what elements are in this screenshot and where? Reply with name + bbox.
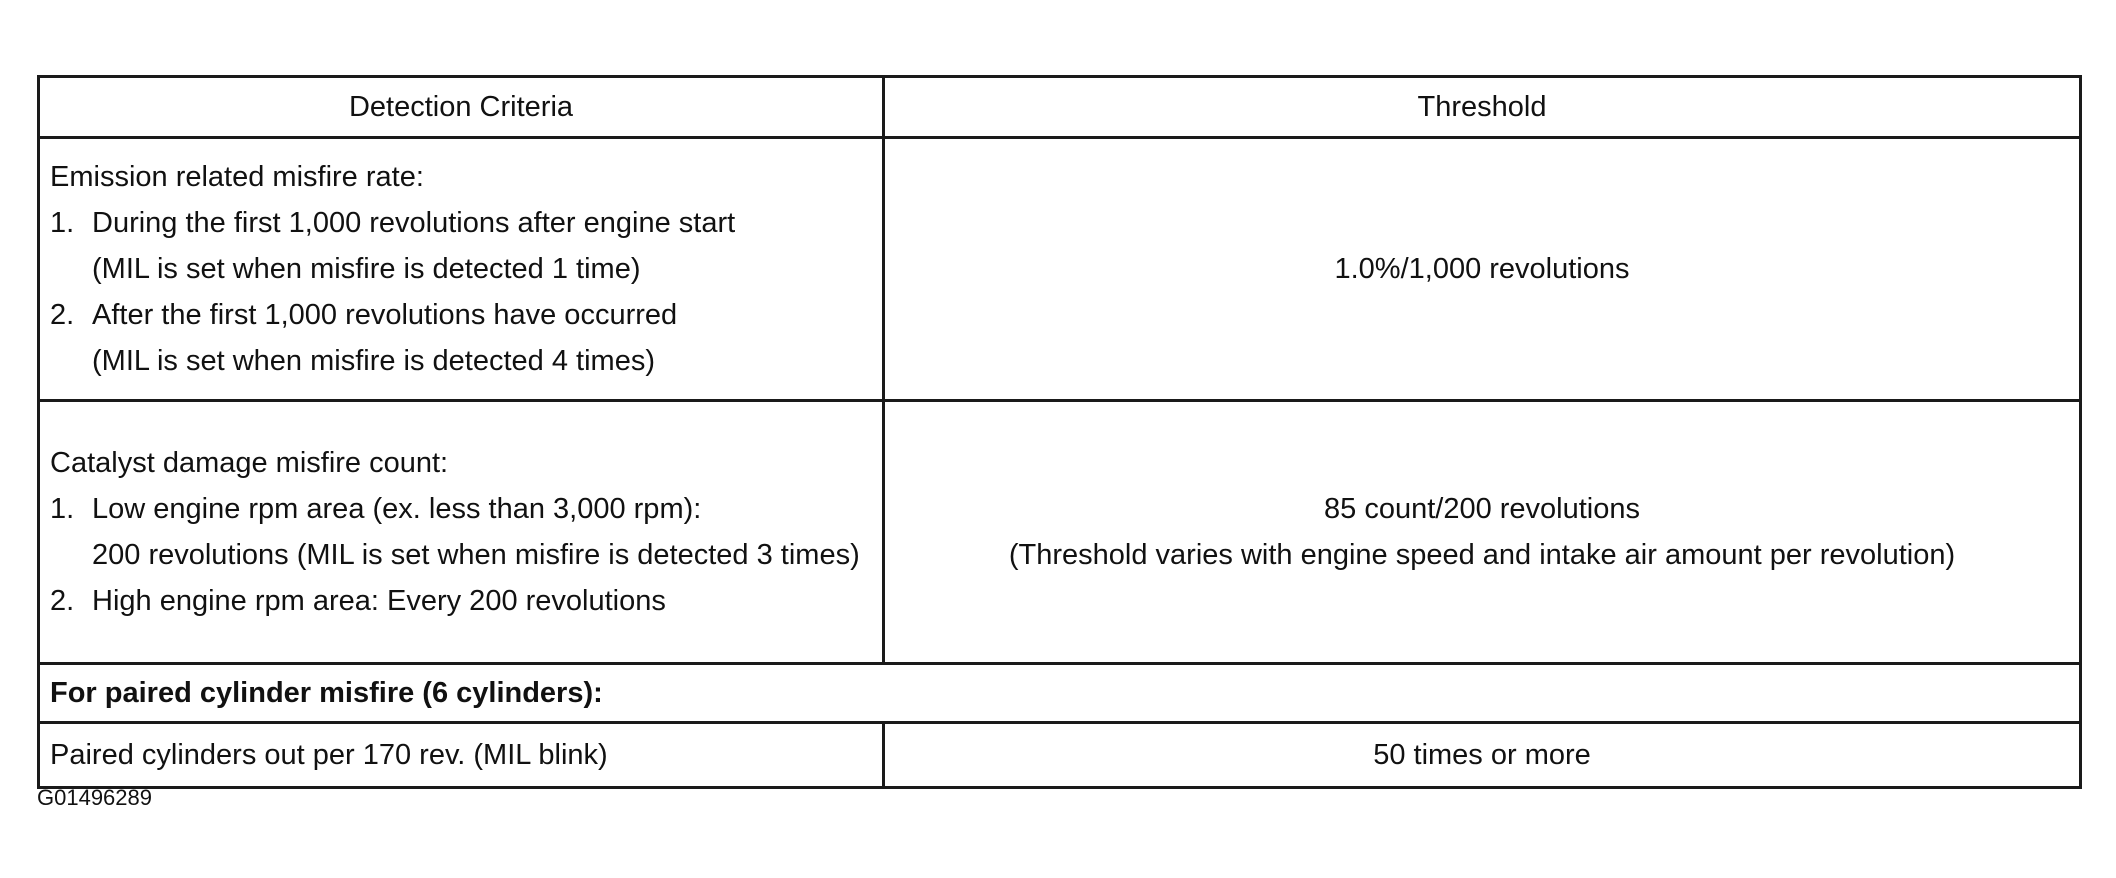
header-detection-criteria: Detection Criteria — [39, 77, 884, 138]
list-number: 1. — [50, 207, 75, 239]
table-header-row — [39, 77, 2081, 138]
list-item-subtext: (MIL is set when misfire is detected 4 times) — [92, 345, 655, 377]
list-item-subtext: (MIL is set when misfire is detected 1 time) — [92, 253, 641, 285]
catalyst-threshold-value: 85 count/200 revolutions — [1324, 493, 1640, 525]
paired-cylinder-section-heading: For paired cylinder misfire (6 cylinders): — [39, 664, 2081, 723]
catalyst-threshold-cell — [884, 401, 2081, 664]
list-number: 1. — [50, 493, 75, 525]
list-item-subtext: 200 revolutions (MIL is set when misfire is detected 3 times) — [92, 539, 860, 571]
list-number: 2. — [50, 585, 75, 617]
catalyst-criteria-cell — [39, 401, 884, 664]
emission-criteria-item-2 — [50, 292, 872, 384]
paired-criteria-cell: Paired cylinders out per 170 rev. (MIL blink) — [39, 723, 884, 788]
table-row-catalyst-misfire — [39, 401, 2081, 664]
emission-threshold-cell: 1.0%/1,000 revolutions — [884, 138, 2081, 401]
emission-criteria-cell — [39, 138, 884, 401]
catalyst-threshold-note: (Threshold varies with engine speed and intake air amount per revolution) — [1008, 539, 1956, 571]
list-item-text: During the first 1,000 revolutions after engine start — [92, 207, 736, 239]
header-threshold: Threshold — [884, 77, 2081, 138]
emission-criteria-item-1 — [50, 200, 872, 292]
list-item-text: Low engine rpm area (ex. less than 3,000 rpm): — [92, 493, 702, 525]
list-item-text: High engine rpm area: Every 200 revolutions — [92, 585, 666, 617]
catalyst-criteria-item-2 — [50, 578, 872, 624]
paired-threshold-cell: 50 times or more — [884, 723, 2081, 788]
figure-id-label: G01496289 — [37, 785, 152, 810]
emission-criteria-intro: Emission related misfire rate: — [50, 161, 424, 193]
table-row-emission-misfire — [39, 138, 2081, 401]
catalyst-criteria-intro: Catalyst damage misfire count: — [50, 447, 449, 479]
catalyst-criteria-item-1 — [50, 486, 872, 578]
list-item-text: After the first 1,000 revolutions have occurred — [92, 299, 678, 331]
misfire-detection-table — [37, 75, 2082, 789]
list-number: 2. — [50, 299, 75, 331]
table-row-paired-cylinders — [39, 723, 2081, 788]
table-row-paired-header — [39, 664, 2081, 723]
